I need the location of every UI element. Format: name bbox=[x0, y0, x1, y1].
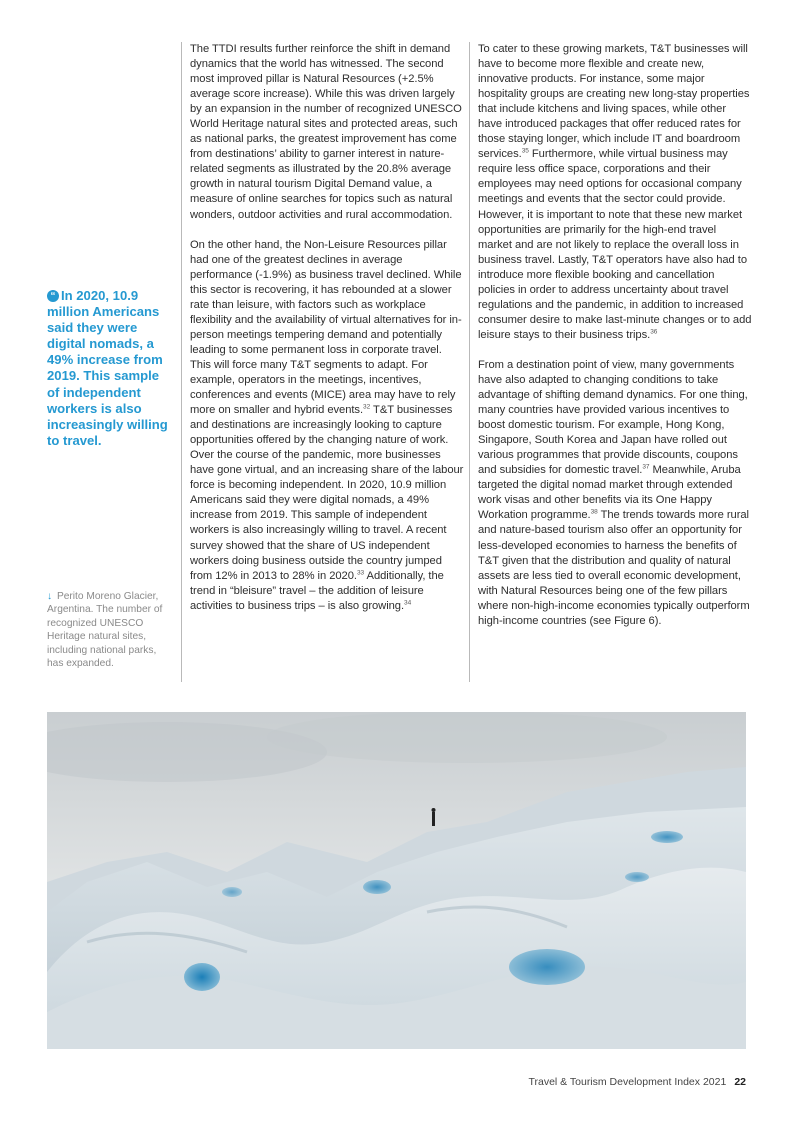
footnote-ref[interactable]: 32 bbox=[363, 403, 371, 411]
blue-pool bbox=[184, 963, 220, 991]
page-number: 22 bbox=[734, 1076, 746, 1088]
paragraph-text: T&T businesses and destinations are increasingly looking to capture opportunities offered by the changing nature of work. Over the course of the pandemic, more businesses have gone virtual, and an increasing share of the labour force is becoming independent. In 2020, 10.9 million Americans said they were digital nomads, a 49% increase from 2019. This sample of independent workers is also increasingly willing to travel. A recent survey showed that the share of US independent workers doing business outside the country jumped from 12% in 2013 to 28% in 2020. bbox=[190, 404, 464, 582]
quote-icon: “ bbox=[47, 290, 59, 302]
footnote-ref[interactable]: 37 bbox=[642, 463, 650, 471]
footnote-ref[interactable]: 34 bbox=[404, 598, 412, 606]
hiker-silhouette bbox=[432, 808, 436, 826]
footnote-ref[interactable]: 35 bbox=[521, 147, 529, 155]
body-column-right bbox=[469, 42, 753, 682]
footnote-ref[interactable]: 38 bbox=[590, 508, 598, 516]
footnote-ref[interactable]: 36 bbox=[650, 328, 658, 336]
paragraph bbox=[190, 238, 464, 614]
pull-quote bbox=[47, 288, 169, 449]
blue-pool bbox=[651, 831, 683, 843]
paragraph-text: To cater to these growing markets, T&T businesses will have to become more flexible and create new, innovative products. For instance, some major hospitality groups are creating new long-stay properties that include kitchens and living spaces, while other have introduced packages that offer reduced rates for those staying longer, which include IT and boardroom services. bbox=[478, 43, 750, 161]
blue-pool bbox=[222, 887, 242, 897]
paragraph-text: On the other hand, the Non-Leisure Resources pillar had one of the greatest declines in average performance (-1.9%) as business travel declined. While this sector is recovering, it has rebounded at a slower rate than leisure, with factors such as workplace flexibility and the availability of virtual alternatives for in-person meetings tempering demand and potentially leading to some permanent loss in corporate travel. This will force many T&T segments to adapt. For example, operators in the meetings, incentives, conferences and events (MICE) area may have to rely more on smaller and hybrid events. bbox=[190, 238, 462, 417]
glacier-photo bbox=[47, 712, 746, 1049]
pull-quote-text: In 2020, 10.9 million Americans said they were digital nomads, a 49% increase from 2019. This sample of independent workers is also increasingly willing to travel. bbox=[47, 288, 168, 448]
glacier-illustration bbox=[47, 712, 746, 1049]
paragraph-text: Meanwhile, Aruba targeted the digital nomad market through extended work visas and other benefits via its One Happy Workation programme. bbox=[478, 464, 741, 522]
paragraph-text: The TTDI results further reinforce the shift in demand dynamics that the world has witnessed. The second most improved pillar is Natural Resources (+2.5% average score increase). While this was driven largely by an expansion in the number of recognized UNESCO World Heritage natural sites and protected areas, such as national parks, the greatest improvement has come from destinations’ ability to garner interest in nature-related segments as illustrated by the 20.8% average growth in natural tourism Digital Demand value, a measure of online searches for topics such as natural wonders, outdoor activities and rural accommodation. bbox=[190, 43, 462, 221]
paragraph bbox=[190, 42, 464, 223]
down-arrow-icon: ↓ bbox=[47, 591, 53, 602]
paragraph-text: From a destination point of view, many governments have also adapted to changing conditions to take advantage of shifting demand dynamics. For one thing, many countries have provided various incentives to boost domestic tourism. For example, Hong Kong, Singapore, South Korea and Japan have rolled out various programmes that provide discounts, coupons and subsidies for domestic travel. bbox=[478, 358, 748, 477]
body-column-middle bbox=[181, 42, 464, 682]
blue-pool bbox=[625, 872, 649, 882]
paragraph-text: Furthermore, while virtual business may require less office space, corporations and their employees may need options for occasional company meetings and events that the sector could provide. However, it is important to note that these new market opportunities are primarily for the high-end travel market and are not likely to replace the overall loss in business travel. Lastly, T&T operators have also had to introduce more flexible booking and cancellation policies in order to address uncertainty about travel regulations and the pandemic, in addition to increased consumer desire to make last-minute changes or to add leisure stays to their business trips. bbox=[478, 148, 752, 341]
blue-pool bbox=[363, 880, 391, 894]
photo-caption bbox=[47, 590, 165, 670]
paragraph bbox=[478, 42, 753, 343]
paragraph-text: The trends towards more rural and nature-based tourism also offer an opportunity for less-developed economies to harness the benefits of T&T given that the distribution and quality of natural assets are less tied to overall economic development, with Natural Resources being one of the few pillars where non-high-income economies typically outperform high-income countries (see Figure 6). bbox=[478, 509, 750, 627]
footer-title: Travel & Tourism Development Index 2021 bbox=[528, 1076, 727, 1088]
blue-pool bbox=[509, 949, 585, 985]
footnote-ref[interactable]: 33 bbox=[356, 568, 365, 576]
paragraph-text: Additionally, the trend in “bleisure” travel – the addition of leisure activities to business trips – is also growing. bbox=[190, 569, 444, 612]
caption-text: Perito Moreno Glacier, Argentina. The number of recognized UNESCO Heritage natural sites, including national parks, has expanded. bbox=[47, 591, 163, 670]
page-footer bbox=[528, 1076, 746, 1088]
paragraph bbox=[478, 358, 753, 629]
